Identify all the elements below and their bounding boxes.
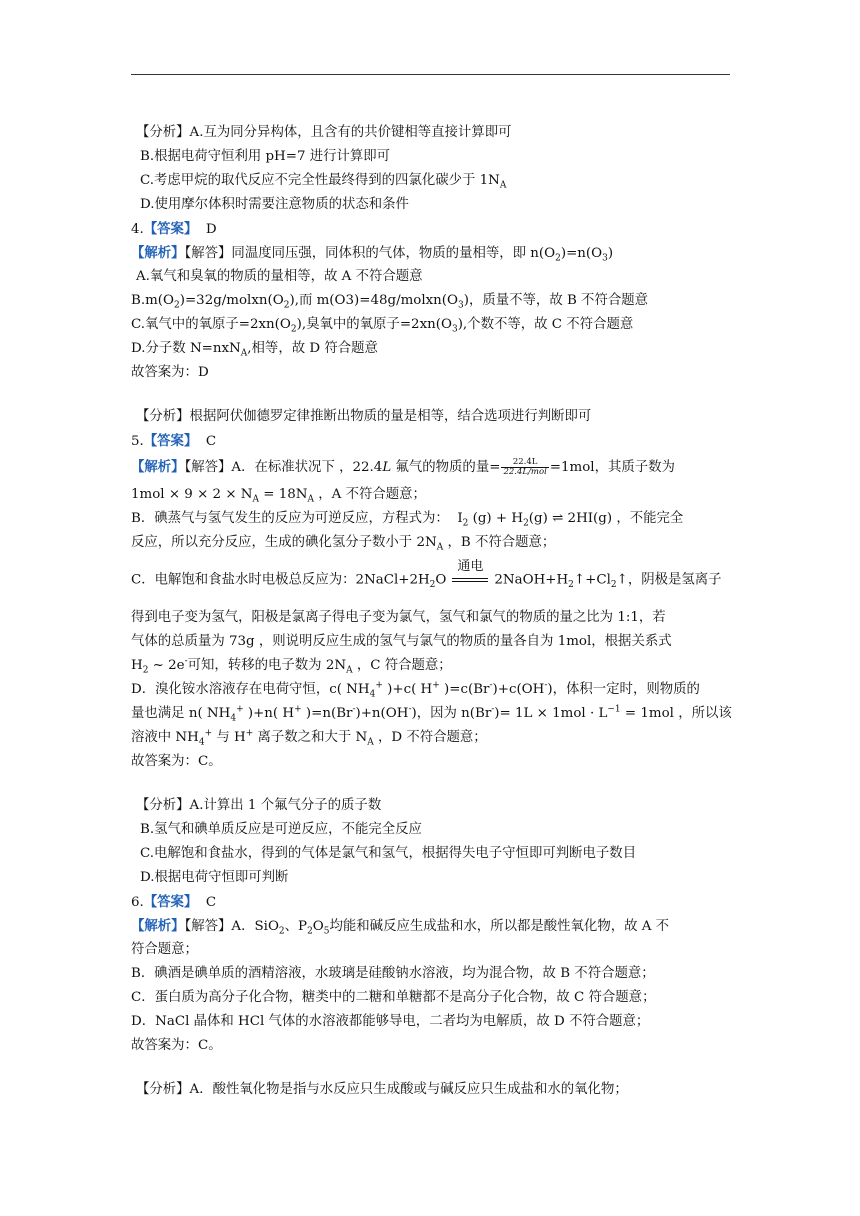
answer-line-q4: 4.【答案】 D: [131, 221, 217, 237]
final-answer: 故答案为：C。: [131, 754, 222, 769]
solution-line: A.氧气和臭氧的物质的量相等，故 A 不符合题意: [136, 269, 423, 284]
analysis-line: 【分析】A.计算出 1 个氟气分子的质子数: [136, 798, 382, 813]
analysis-line: 【分析】A.互为同分异构体，且含有的共价键相等直接计算即可: [136, 125, 512, 140]
solution-line: 气体的总质量为 73g ，则说明反应生成的氢气与氯气的物质的量各自为 1mol，根据关系式: [131, 634, 672, 649]
analysis-line: D.使用摩尔体积时需要注意物质的状态和条件: [140, 197, 409, 212]
solution-line: 反应，所以充分反应，生成的碘化氢分子数小于 $2N_A$ ，B 不符合题意；: [131, 535, 556, 553]
solution-line: C.氧气中的氧原子$=2xn(O_2)$,臭氧中的氧原子$=2xn(O_3)$,个数不等，故 C 不符合题意: [131, 317, 634, 335]
analysis-line: C.电解饱和食盐水，得到的气体是氯气和氢气，根据得失电子守恒即可判断电子数目: [140, 846, 637, 861]
solution-line: $B.m(O_2)=32g/molxn(O_2)$,而 $m(O3)=48g/molxn(O_3)$，质量不等，故 B 不符合题意: [131, 293, 649, 311]
solution-line: D.分子数 N=nxN$_A$,相等，故 D 符合题意: [131, 341, 378, 359]
solution-line: 【解析】【解答】A．SiO$_2$、$P_2O_5$均能和碱反应生成盐和水，所以都是酸性氧化物，故 A 不: [131, 918, 670, 937]
analysis-line: D.根据电荷守恒即可判断: [140, 870, 289, 885]
final-answer: 故答案为：C。: [131, 1038, 222, 1053]
solution-line: 【解析】【解答】同温度同压强，同体积的气体，物质的量相等，即 $n(O_2)=n(O_3)$: [131, 245, 614, 264]
solution-line: B．碘酒是碘单质的酒精溶液，水玻璃是硅酸钠水溶液，均为混合物，故 B 不符合题意；: [131, 966, 655, 981]
solution-line: $H_2$ ~ 2e-可知，转移的电子数为 $2N_A$ ，C 符合题意；: [131, 656, 452, 676]
solution-line: 溶液中 $NH_4^+$ 与 H+ 离子数之和大于 $N_A$ ，D 不符合题意；: [131, 728, 487, 748]
solution-line: 【解析】【解答】A．在标准状况下 ，22.4L 氟气的物质的量= $\frac{22.4L}{\text{22.4L/mol}}$ =1mol，其质子数为: [131, 457, 675, 477]
solution-line: $1mol \times 9 \times 2 \times N_A = 18N_A$ ，A 不符合题意；: [131, 487, 426, 505]
solution-line: D．NaCl 晶体和 HCl 气体的水溶液都能够导电，二者均为电解质，故 D 不符合题意；: [131, 1014, 650, 1029]
analysis-line: 【分析】A．酸性氧化物是指与水反应只生成酸或与碱反应只生成盐和水的氧化物；: [136, 1082, 628, 1097]
fraction: $\frac{22.4L}{\text{22.4L/mol}}$: [503, 457, 547, 477]
solution-line: 符合题意；: [131, 942, 198, 957]
answer-line-q6: 6.【答案】 C: [131, 894, 217, 910]
solution-line: C．蛋白质为高分子化合物，糖类中的二糖和单糖都不是高分子化合物，故 C 符合题意；: [131, 990, 656, 1005]
solution-line: 量也满足 n( $NH_4^+$ )+n( H+ )=n(Br-)+n(OH-)，因为 $n(Br^-)= 1L \times 1mol \cdot L^{-1} = 1mol$ ，所以该: [131, 704, 732, 724]
solution-line: D．溴化铵水溶液存在电荷守恒，c( $NH_4^+$ )+c( H+ )=c(Br-)+c(OH-)，体积一定时，则物质的: [131, 680, 700, 700]
solution-line: C．电解饱和食盐水时电极总反应为：$2NaCl+2H_2O$ 通电 $2NaOH+H_2↑+Cl_2↑$，阴极是氢离子: [131, 559, 722, 591]
analysis-line: 【分析】根据阿伏伽德罗定律推断出物质的量是相等，结合选项进行判断即可: [136, 409, 592, 424]
electrolysis-arrow: 通电: [452, 570, 488, 590]
solution-line: 得到电子变为氢气，阳极是氯离子得电子变为氯气，氢气和氯气的物质的量之比为 1:1，若: [131, 610, 666, 625]
analysis-line: B.根据电荷守恒利用 pH=7 进行计算即可: [140, 149, 391, 164]
header-rule: [131, 74, 730, 75]
analysis-line: C.考虑甲烷的取代反应不完全性最终得到的四氯化碳少于 $1N_A$: [140, 173, 507, 191]
solution-line: B．碘蒸气与氢气发生的反应为可逆反应，方程式为： $I_2$ $(g) + H_2(g)$ ⇌ 2HI(g) ，不能完全: [131, 511, 684, 529]
analysis-line: B.氢气和碘单质反应是可逆反应，不能完全反应: [140, 822, 422, 837]
final-answer: 故答案为：D: [131, 365, 209, 380]
answer-line-q5: 5.【答案】 C: [131, 433, 217, 449]
